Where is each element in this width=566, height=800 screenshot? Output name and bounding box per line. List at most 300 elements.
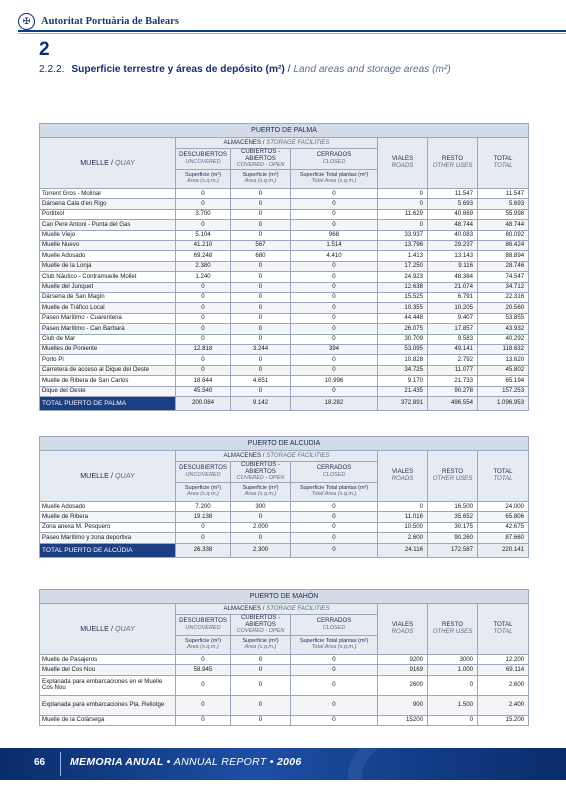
col-header-other [428, 138, 478, 189]
unit-label-es: Superficie Total plantas (m²) [299, 485, 369, 492]
table-row [40, 199, 529, 209]
cell-value: 0 [231, 512, 291, 522]
cell-value: 0 [231, 334, 291, 344]
cell-value: 9169 [378, 665, 428, 675]
table-row [40, 655, 529, 665]
cell-value: 90.278 [428, 386, 478, 396]
cell-value: 24.000 [478, 502, 529, 512]
col-header-roads-es: VIALES [391, 468, 414, 476]
cell-value: 0 [291, 365, 378, 375]
cell-value: 16.500 [428, 502, 478, 512]
table-row [40, 189, 529, 199]
cell-value: 4.651 [231, 376, 291, 386]
footer-bullet: • [269, 756, 274, 768]
footer-divider [60, 752, 61, 776]
col-header-closed-en: CLOSED [322, 471, 346, 478]
cell-value: 2.792 [428, 355, 478, 365]
cell-value: 18.644 [176, 376, 231, 386]
table-row [40, 695, 529, 715]
footer-title-es: MEMORIA ANUAL [70, 756, 164, 768]
cell-value: 394 [291, 344, 378, 354]
col-header-uncovered-es: DESCUBIERTOS [179, 617, 227, 625]
col-header-unit [176, 483, 231, 502]
cell-value: 0 [231, 665, 291, 675]
cell-value: 21.435 [378, 386, 428, 396]
col-header-covered-es: CUBIERTOS - ABIERTOS [240, 461, 281, 475]
total-value: 372.891 [378, 396, 428, 410]
cell-value: 0 [378, 189, 428, 199]
table-row [40, 324, 529, 334]
row-label: Muelle Adosado [40, 251, 176, 261]
cell-value: 12.638 [378, 282, 428, 292]
cell-value: 86.424 [478, 241, 529, 251]
cell-value: 17.250 [378, 261, 428, 271]
table-row [40, 533, 529, 543]
row-label: Muelle Adosado [40, 502, 176, 512]
col-header-other [428, 451, 478, 502]
col-header-other [428, 604, 478, 655]
cell-value: 40.292 [478, 334, 529, 344]
org-name: Autoritat Portuària de Balears [41, 15, 179, 27]
cell-value: 0 [291, 386, 378, 396]
cell-value: 10.355 [378, 303, 428, 313]
col-header-uncovered [176, 615, 231, 636]
unit-label-en: Area (s.q.m.) [244, 644, 277, 651]
cell-value: 49.141 [428, 344, 478, 354]
cell-value: 0 [231, 189, 291, 199]
total-value: 18.282 [291, 396, 378, 410]
cell-value: 34.725 [378, 365, 428, 375]
quay-label-en: QUAY [114, 158, 135, 168]
header-row [40, 604, 529, 615]
cell-value: 69.248 [176, 251, 231, 261]
cell-value: 0 [428, 715, 478, 725]
cell-value: 5.104 [176, 230, 231, 240]
cell-value: 900 [378, 695, 428, 715]
table-row [40, 282, 529, 292]
cell-value: 1.514 [291, 241, 378, 251]
cell-value: 157.253 [478, 386, 529, 396]
table-row [40, 522, 529, 532]
cell-value: 5.693 [428, 199, 478, 209]
cell-value: 9.170 [378, 376, 428, 386]
row-label: Muelle del Junquet [40, 282, 176, 292]
col-header-roads-en: ROADS [391, 475, 414, 483]
col-header-covered-en: COVERED - OPEN [236, 628, 285, 635]
col-header-storage [176, 451, 378, 462]
total-value: 496.554 [428, 396, 478, 410]
col-header-unit [291, 636, 378, 655]
cell-value: 48.744 [478, 220, 529, 230]
row-label: Club de Mar [40, 334, 176, 344]
row-label: Paseo Marítimo - Can Barbarà [40, 324, 176, 334]
row-label: Paseo Marítimo - Cuarentena [40, 313, 176, 323]
table-row [40, 220, 529, 230]
cell-value: 30.175 [428, 522, 478, 532]
total-label: TOTAL PUERTO DE ALCÚDIA [40, 543, 176, 557]
quay-area-table [39, 436, 529, 558]
unit-label-en: Area (s.q.m.) [187, 644, 219, 651]
col-header-unit [291, 170, 378, 189]
quay-label-en: QUAY [114, 624, 135, 634]
cell-value: 2.000 [231, 522, 291, 532]
cell-value: 2.400 [478, 695, 529, 715]
cell-value: 0 [231, 386, 291, 396]
cell-value: 3000 [428, 655, 478, 665]
section-separator: / [287, 64, 291, 75]
col-header-total [478, 138, 529, 189]
col-header-storage [176, 604, 378, 615]
table-row [40, 293, 529, 303]
cell-value: 680 [231, 251, 291, 261]
cell-value: 15.200 [478, 715, 529, 725]
cell-value: 0 [291, 261, 378, 271]
cell-value: 0 [176, 355, 231, 365]
col-header-uncovered-en: UNCOVERED [185, 158, 221, 165]
quay-label-es: MUELLE / [80, 471, 113, 481]
cell-value: 0 [231, 655, 291, 665]
table-title-row [40, 124, 529, 138]
col-header-other-en: OTHER USES [432, 475, 473, 483]
col-header-total [478, 604, 529, 655]
unit-label-en: Total Area (s.q.m.) [311, 644, 357, 651]
col-header-roads-en: ROADS [391, 162, 414, 170]
col-header-other-es: RESTO [442, 155, 463, 163]
col-header-total-es: TOTAL [493, 621, 513, 629]
col-header-closed-en: CLOSED [322, 158, 346, 165]
cell-value: 0 [291, 324, 378, 334]
cell-value: 0 [176, 324, 231, 334]
cell-value: 43.932 [478, 324, 529, 334]
col-header-quay [40, 138, 176, 189]
cell-value: 968 [291, 230, 378, 240]
table-row [40, 241, 529, 251]
table-row [40, 376, 529, 386]
cell-value: 4.410 [291, 251, 378, 261]
page-number: 66 [34, 757, 46, 768]
table-row [40, 272, 529, 282]
total-row [40, 543, 529, 557]
row-label: Carretera de acceso al Dique del Oeste [40, 365, 176, 375]
cell-value: 5.693 [478, 199, 529, 209]
cell-value: 0 [378, 199, 428, 209]
cell-value: 6.791 [428, 293, 478, 303]
cell-value: 0 [291, 695, 378, 715]
row-label: Dársena de San Magín [40, 293, 176, 303]
total-label: TOTAL PUERTO DE PALMA [40, 396, 176, 410]
cell-value: 0 [291, 655, 378, 665]
cell-value: 53.855 [478, 313, 529, 323]
cell-value: 13.143 [428, 251, 478, 261]
cell-value: 0 [176, 282, 231, 292]
col-header-closed-es: CERRADOS [316, 151, 352, 159]
unit-label-en: Area (s.q.m.) [187, 491, 219, 498]
row-label: Explanada para embarcaciones en el Muelle Cos Nou [40, 675, 176, 695]
row-label: Muelle Nuevo [40, 241, 176, 251]
row-label: Muelle de Pasajeros [40, 655, 176, 665]
total-value: 24.116 [378, 543, 428, 557]
header-row [40, 138, 529, 149]
cell-value: 0 [176, 695, 231, 715]
table-row [40, 251, 529, 261]
cell-value: 44.448 [378, 313, 428, 323]
cell-value: 0 [231, 695, 291, 715]
header-row [40, 451, 529, 462]
cell-value: 20.560 [478, 303, 529, 313]
cell-value: 0 [231, 313, 291, 323]
col-header-unit [231, 170, 291, 189]
unit-label-es: Superficie (m²) [184, 172, 222, 179]
cell-value: 0 [291, 303, 378, 313]
col-header-other-es: RESTO [442, 621, 463, 629]
cell-value: 0 [176, 293, 231, 303]
cell-value: 28.746 [478, 261, 529, 271]
col-header-uncovered-en: UNCOVERED [185, 471, 221, 478]
total-value: 220.141 [478, 543, 529, 557]
cell-value: 11.629 [378, 209, 428, 219]
col-header-other-es: RESTO [442, 468, 463, 476]
col-header-uncovered [176, 462, 231, 483]
col-header-uncovered-en: UNCOVERED [185, 624, 221, 631]
cell-value: 22.316 [478, 293, 529, 303]
col-header-uncovered [176, 149, 231, 170]
storage-label-en: STORAGE FACILITIES [266, 451, 330, 459]
cell-value: 88.894 [478, 251, 529, 261]
cell-value: 0 [291, 313, 378, 323]
cell-value: 90.260 [428, 533, 478, 543]
quay-label-en: QUAY [114, 471, 135, 481]
cell-value: 10.996 [291, 376, 378, 386]
cell-value: 53.095 [378, 344, 428, 354]
cell-value: 1.500 [428, 695, 478, 715]
row-label: Can Pere Antoni - Punta del Gas [40, 220, 176, 230]
cell-value: 567 [231, 241, 291, 251]
cell-value: 3.244 [231, 344, 291, 354]
col-header-uncovered-es: DESCUBIERTOS [179, 151, 227, 159]
cell-value: 0 [231, 355, 291, 365]
row-label: Muelle de la Lonja [40, 261, 176, 271]
cell-value: 0 [291, 220, 378, 230]
col-header-covered-en: COVERED - OPEN [236, 162, 285, 169]
cell-value: 65.194 [478, 376, 529, 386]
cell-value: 10.828 [378, 355, 428, 365]
col-header-total-en: TOTAL [493, 162, 513, 170]
cell-value: 11.547 [428, 189, 478, 199]
unit-label-en: Total Area (s.q.m.) [311, 178, 357, 185]
row-label: Zona anexa M. Pesquero [40, 522, 176, 532]
unit-label-es: Superficie (m²) [242, 172, 279, 179]
table-row [40, 344, 529, 354]
storage-label-es: ALMACENES / [223, 451, 265, 459]
total-value: 1.096.953 [478, 396, 529, 410]
row-label: Paseo Marítimo y zona deportiva [40, 533, 176, 543]
cell-value: 0 [231, 230, 291, 240]
unit-label-es: Superficie (m²) [184, 485, 222, 492]
row-label: Muelle del Cos Nou [40, 665, 176, 675]
total-value: 26.338 [176, 543, 231, 557]
cell-value: 21.074 [428, 282, 478, 292]
cell-value: 0 [291, 355, 378, 365]
cell-value: 0 [291, 512, 378, 522]
unit-label-en: Area (s.q.m.) [244, 178, 277, 185]
col-header-closed-es: CERRADOS [316, 617, 352, 625]
cell-value: 26.075 [378, 324, 428, 334]
row-label: Muelles de Poniente [40, 344, 176, 354]
cell-value: 40.669 [428, 209, 478, 219]
table-row [40, 334, 529, 344]
cell-value: 29.237 [428, 241, 478, 251]
cell-value: 0 [428, 675, 478, 695]
table-title: PUERTO DE ALCUDIA [40, 437, 529, 451]
cell-value: 0 [231, 365, 291, 375]
table-row [40, 715, 529, 725]
cell-value: 41.210 [176, 241, 231, 251]
row-label: Porto Pi [40, 355, 176, 365]
cell-value: 0 [176, 522, 231, 532]
cell-value: 35.652 [428, 512, 478, 522]
cell-value: 11.547 [478, 189, 529, 199]
total-row [40, 396, 529, 410]
table-row [40, 512, 529, 522]
cell-value: 15200 [378, 715, 428, 725]
cell-value: 2600 [378, 675, 428, 695]
cell-value: 15.525 [378, 293, 428, 303]
cell-value: 0 [291, 665, 378, 675]
table-title-row [40, 437, 529, 451]
cell-value: 1.240 [176, 272, 231, 282]
cell-value: 0 [291, 502, 378, 512]
cell-value: 0 [176, 675, 231, 695]
cell-value: 0 [291, 199, 378, 209]
cell-value: 19.138 [176, 512, 231, 522]
cell-value: 9.583 [428, 334, 478, 344]
cell-value: 11.077 [428, 365, 478, 375]
table-row [40, 365, 529, 375]
cell-value: 69.114 [478, 665, 529, 675]
cell-value: 0 [231, 199, 291, 209]
cell-value: 12.200 [478, 655, 529, 665]
cell-value: 0 [176, 533, 231, 543]
cell-value: 0 [291, 675, 378, 695]
cell-value: 300 [231, 502, 291, 512]
col-header-covered [231, 149, 291, 170]
cell-value: 1.000 [428, 665, 478, 675]
col-header-roads-en: ROADS [391, 628, 414, 636]
cell-value: 21.733 [428, 376, 478, 386]
cell-value: 0 [291, 209, 378, 219]
unit-label-es: Superficie Total plantas (m²) [299, 172, 369, 179]
table-row [40, 675, 529, 695]
cell-value: 0 [176, 189, 231, 199]
col-header-closed-en: CLOSED [322, 624, 346, 631]
table-row [40, 502, 529, 512]
row-label: Club Náutico - Contramuelle Mollet [40, 272, 176, 282]
col-header-unit [231, 636, 291, 655]
unit-label-en: Total Area (s.q.m.) [311, 491, 357, 498]
table-row [40, 230, 529, 240]
quay-label-es: MUELLE / [80, 158, 113, 168]
col-header-total-en: TOTAL [493, 475, 513, 483]
cell-value: 0 [291, 334, 378, 344]
cell-value: 0 [291, 522, 378, 532]
table-row [40, 303, 529, 313]
table-row [40, 665, 529, 675]
col-header-other-en: OTHER USES [432, 162, 473, 170]
cell-value: 33.937 [378, 230, 428, 240]
storage-label-es: ALMACENES / [223, 604, 265, 612]
col-header-roads [378, 604, 428, 655]
col-header-quay [40, 451, 176, 502]
cell-value: 80.092 [478, 230, 529, 240]
col-header-total-en: TOTAL [493, 628, 513, 636]
footer-title [70, 756, 302, 768]
footer-title-en: ANNUAL REPORT [173, 756, 267, 768]
col-header-closed [291, 615, 378, 636]
cell-value: 0 [231, 261, 291, 271]
cell-value: 48.384 [428, 272, 478, 282]
row-label: Muelle Viejo [40, 230, 176, 240]
total-value: 172.587 [428, 543, 478, 557]
cell-value: 48.744 [428, 220, 478, 230]
cell-value: 0 [231, 303, 291, 313]
cell-value: 9.116 [428, 261, 478, 271]
cell-value: 10.500 [378, 522, 428, 532]
cell-value: 58.945 [176, 665, 231, 675]
cell-value: 0 [231, 293, 291, 303]
cell-value: 2.380 [176, 261, 231, 271]
cell-value: 0 [291, 533, 378, 543]
cell-value: 87.660 [478, 533, 529, 543]
cell-value: 7.200 [176, 502, 231, 512]
quay-area-table [39, 589, 529, 726]
unit-label-es: Superficie (m²) [242, 485, 279, 492]
cell-value: 12.818 [176, 344, 231, 354]
quay-area-table [39, 123, 529, 411]
row-label: Dársena Cala d'en Rigo [40, 199, 176, 209]
chapter-number: 2 [39, 39, 50, 60]
unit-label-en: Area (s.q.m.) [244, 491, 277, 498]
footer-year: 2006 [276, 756, 302, 768]
footer-bullet: • [166, 756, 171, 768]
total-value: 9.142 [231, 396, 291, 410]
cell-value: 0 [231, 282, 291, 292]
crest-icon: ✠ [18, 13, 35, 30]
cell-value: 30.709 [378, 334, 428, 344]
col-header-quay [40, 604, 176, 655]
col-header-total-es: TOTAL [493, 155, 513, 163]
cell-value: 55.998 [478, 209, 529, 219]
row-label: Muelle de Ribera [40, 512, 176, 522]
cell-value: 118.632 [478, 344, 529, 354]
storage-label-en: STORAGE FACILITIES [266, 138, 330, 146]
cell-value: 0 [291, 715, 378, 725]
total-value: 200.084 [176, 396, 231, 410]
unit-label-es: Superficie Total plantas (m²) [299, 638, 369, 645]
section-number: 2.2.2. [39, 64, 65, 75]
table-row [40, 355, 529, 365]
col-header-covered-es: CUBIERTOS - ABIERTOS [240, 148, 281, 162]
cell-value: 0 [231, 220, 291, 230]
storage-label-en: STORAGE FACILITIES [266, 604, 330, 612]
col-header-other-en: OTHER USES [432, 628, 473, 636]
table-title-row [40, 590, 529, 604]
col-header-unit [176, 170, 231, 189]
row-label: Explanada para embarcaciones Pta. Rellotge [40, 695, 176, 715]
cell-value: 0 [176, 313, 231, 323]
total-value: 0 [291, 543, 378, 557]
table-row [40, 386, 529, 396]
cell-value: 9200 [378, 655, 428, 665]
